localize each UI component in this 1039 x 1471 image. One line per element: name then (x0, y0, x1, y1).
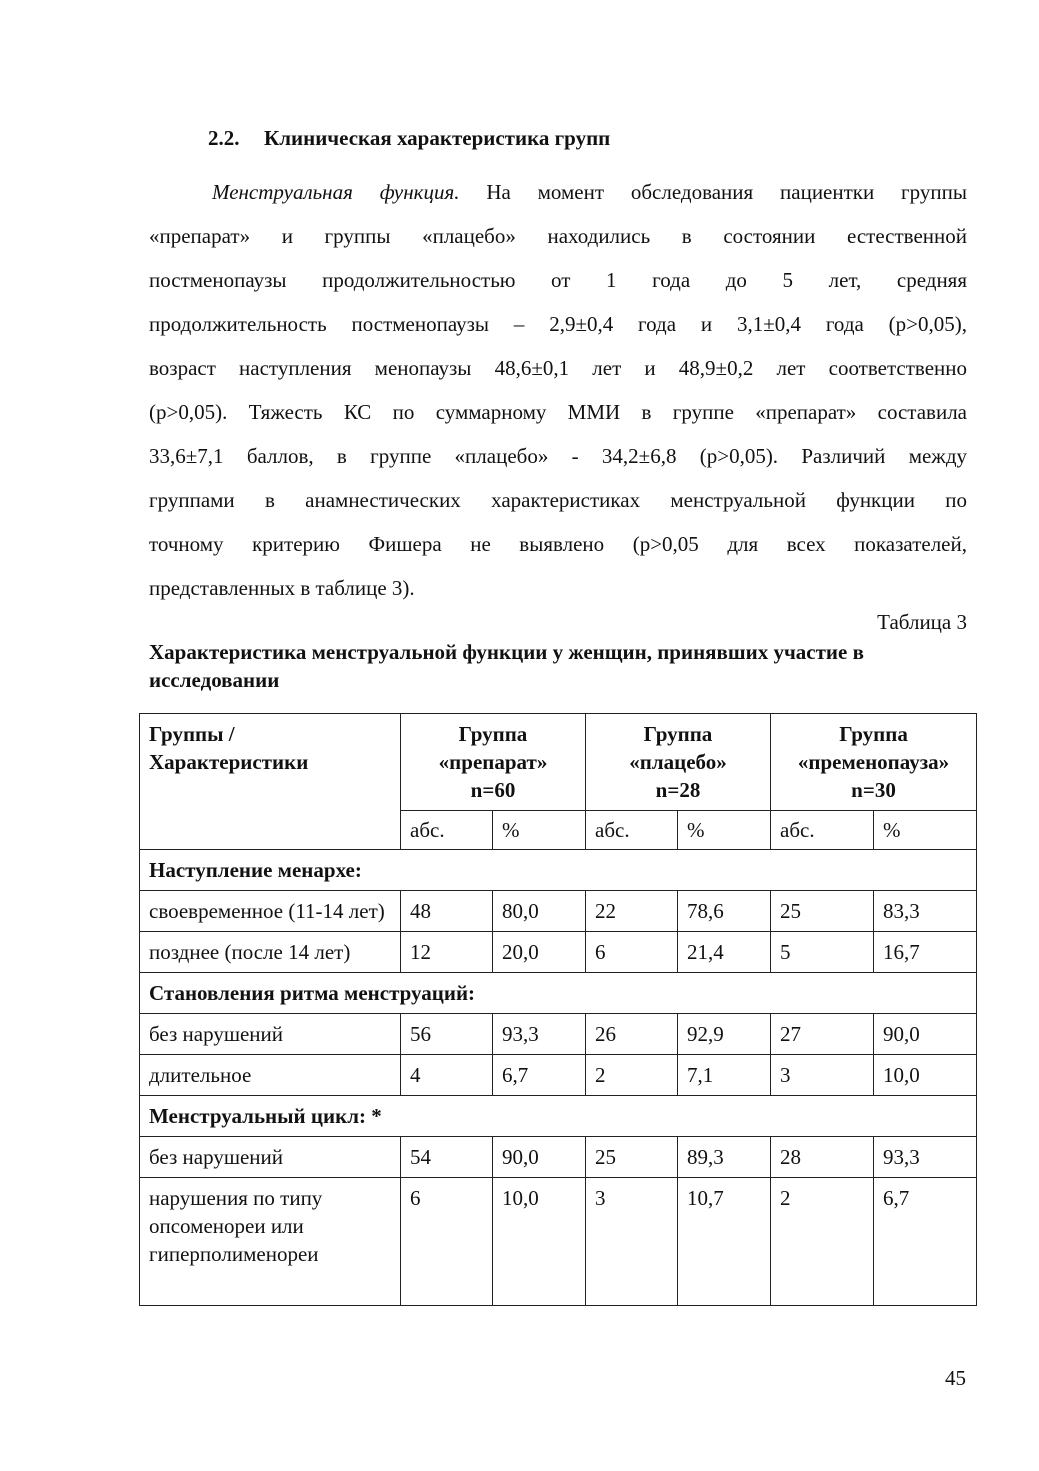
paragraph-line: Менструальная функция. На момент обследования пациентки группы (212, 180, 967, 204)
row-label: без нарушений (140, 1014, 401, 1055)
cell-value: 54 (401, 1137, 493, 1178)
table-row (140, 1137, 977, 1178)
cell-value: 10,0 (874, 1055, 977, 1096)
cell-value: 2 (771, 1178, 874, 1306)
paragraph-line: «препарат» и группы «плацебо» находились в состоянии естественной (149, 224, 967, 248)
table-row (140, 932, 977, 973)
table-header-row (140, 714, 977, 811)
paragraph-line: точному критерию Фишера не выявлено (р>0,05 для всех показателей, (149, 532, 967, 556)
cell-value: 2 (586, 1055, 678, 1096)
cell-value: 28 (771, 1137, 874, 1178)
table-section-row (140, 850, 977, 891)
cell-value: 27 (771, 1014, 874, 1055)
table-section-row (140, 973, 977, 1014)
cell-value: 92,9 (678, 1014, 771, 1055)
row-label: своевременное (11-14 лет) (140, 891, 401, 932)
cell-value: 6,7 (874, 1178, 977, 1306)
cell-value: 26 (586, 1014, 678, 1055)
header-group-placebo: Группа «плацебо» n=28 (586, 714, 771, 811)
cell-value: 93,3 (493, 1014, 586, 1055)
cell-value: 80,0 (493, 891, 586, 932)
paragraph-line: 33,6±7,1 баллов, в группе «плацебо» - 34,2±6,8 (р>0,05). Различий между (149, 444, 967, 468)
cell-value: 20,0 (493, 932, 586, 973)
cell-value: 6,7 (493, 1055, 586, 1096)
row-label: без нарушений (140, 1137, 401, 1178)
cell-value: 6 (401, 1178, 493, 1306)
paragraph-line: постменопаузы продолжительностью от 1 года до 5 лет, средняя (149, 268, 967, 292)
row-label: позднее (после 14 лет) (140, 932, 401, 973)
subheader-abs: абс. (586, 811, 678, 850)
cell-value: 25 (586, 1137, 678, 1178)
subheader-pct: % (493, 811, 586, 850)
subheader-abs: абс. (771, 811, 874, 850)
paragraph-line: представленных в таблице 3). (149, 576, 415, 600)
cell-value: 5 (771, 932, 874, 973)
cell-value: 16,7 (874, 932, 977, 973)
header-group-premenopause: Группа «пременопауза» n=30 (771, 714, 977, 811)
header-group-drug: Группа «препарат» n=60 (401, 714, 586, 811)
cell-value: 21,4 (678, 932, 771, 973)
cell-value: 56 (401, 1014, 493, 1055)
paragraph-lead-italic: Менструальная функция. (212, 180, 460, 204)
body-paragraph (149, 170, 967, 610)
cell-value: 22 (586, 891, 678, 932)
section-title-cell: Становления ритма менструаций: (140, 973, 977, 1014)
cell-value: 12 (401, 932, 493, 973)
row-label: нарушения по типу опсоменореи или гиперполименореи (140, 1178, 401, 1306)
subheader-pct: % (874, 811, 977, 850)
cell-value: 10,7 (678, 1178, 771, 1306)
cell-value: 25 (771, 891, 874, 932)
cell-value: 93,3 (874, 1137, 977, 1178)
page-number: 45 (945, 1366, 966, 1390)
section-heading (208, 126, 610, 151)
table-row (140, 1178, 977, 1306)
table-label: Таблица 3 (877, 610, 967, 634)
cell-value: 7,1 (678, 1055, 771, 1096)
paragraph-line: (р>0,05). Тяжесть КС по суммарному ММИ в группе «препарат» составила (149, 400, 967, 424)
cell-value: 3 (586, 1178, 678, 1306)
characteristics-table (139, 713, 977, 1306)
cell-value: 78,6 (678, 891, 771, 932)
table-row (140, 1014, 977, 1055)
section-title-text: Клиническая характеристика групп (264, 126, 611, 150)
table-row (140, 891, 977, 932)
table-section-row (140, 1096, 977, 1137)
table-row (140, 1055, 977, 1096)
cell-value: 4 (401, 1055, 493, 1096)
cell-value: 3 (771, 1055, 874, 1096)
section-title-cell: Наступление менархе: (140, 850, 977, 891)
paragraph-line: продолжительность постменопаузы – 2,9±0,4 года и 3,1±0,4 года (р>0,05), (149, 312, 967, 336)
paragraph-line: возраст наступления менопаузы 48,6±0,1 лет и 48,9±0,2 лет соответственно (149, 356, 967, 380)
cell-value: 48 (401, 891, 493, 932)
cell-value: 10,0 (493, 1178, 586, 1306)
subheader-pct: % (678, 811, 771, 850)
cell-value: 90,0 (874, 1014, 977, 1055)
row-label: длительное (140, 1055, 401, 1096)
section-title-cell: Менструальный цикл: * (140, 1096, 977, 1137)
subheader-abs: абс. (401, 811, 493, 850)
table-caption: Характеристика менструальной функции у женщин, принявших участие в исследовании (149, 640, 864, 692)
paragraph-line: группами в анамнестических характеристиках менструальной функции по (149, 488, 967, 512)
section-number: 2.2. (208, 126, 240, 150)
header-groups-characteristics: Группы / Характеристики (140, 714, 401, 850)
cell-value: 6 (586, 932, 678, 973)
cell-value: 90,0 (493, 1137, 586, 1178)
cell-value: 83,3 (874, 891, 977, 932)
cell-value: 89,3 (678, 1137, 771, 1178)
